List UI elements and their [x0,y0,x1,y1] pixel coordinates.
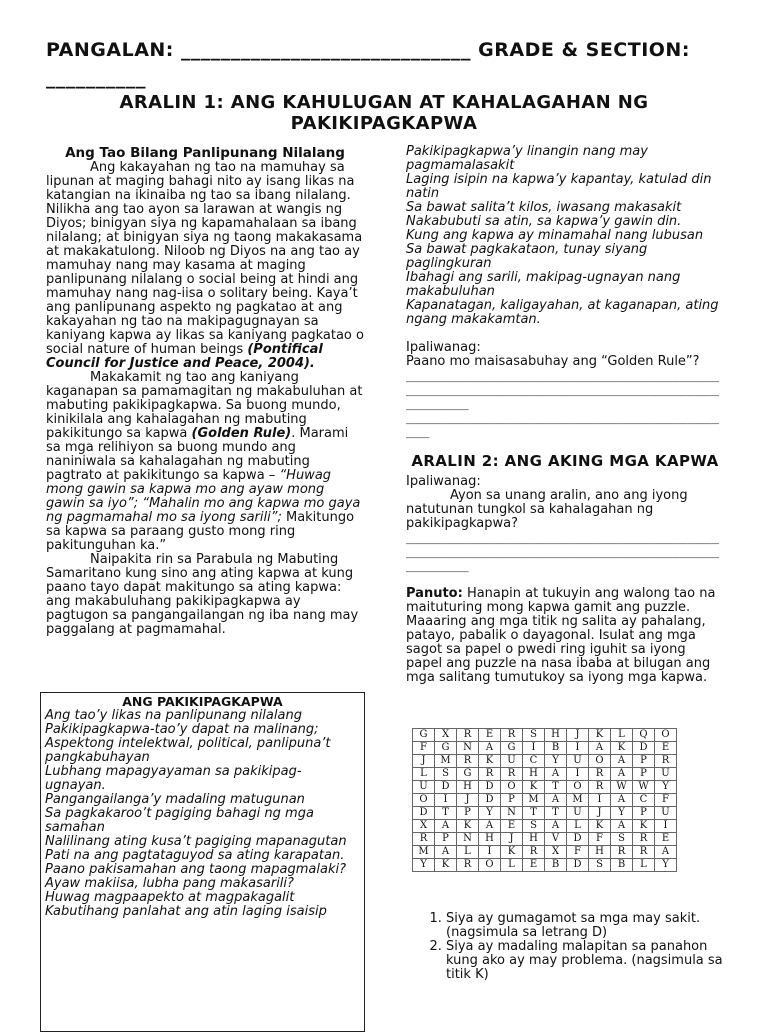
puzzle-cell[interactable]: J [501,833,523,846]
puzzle-cell[interactable]: I [435,794,457,807]
puzzle-cell[interactable]: W [611,781,633,794]
poem-cont-line: Kung ang kapwa ay minamahal nang lubusan [406,228,704,243]
answer-line[interactable]: ________________________________________ [406,411,720,425]
ipaliwanag-label: Ipaliwanag: [406,340,481,355]
puzzle-cell[interactable]: U [655,807,677,820]
paragraph-3: Naipakita rin sa Parabula ng Mabuting Samaritano kung sino ang ating kapwa at kung paano tayo dapat makitungo sa ating kapwa: ang makabuluhang pakikipagkapwa ay pagtugon sa pangangailangan ng iba nang may paggalang at pagmamahal. [46,552,359,637]
puzzle-cell[interactable]: G [413,729,435,742]
puzzle-cell[interactable]: L [611,729,633,742]
puzzle-row [413,794,677,807]
puzzle-cell[interactable]: S [611,833,633,846]
puzzle-cell[interactable]: A [611,768,633,781]
puzzle-cell[interactable]: E [523,859,545,872]
puzzle-cell[interactable]: S [435,768,457,781]
puzzle-cell[interactable]: I [523,742,545,755]
puzzle-cell[interactable]: M [435,755,457,768]
puzzle-cell[interactable]: T [435,807,457,820]
puzzle-cell[interactable]: O [479,859,501,872]
puzzle-cell[interactable]: Y [655,859,677,872]
poem-line: Ayaw makiisa, lubha pang makasarili? [45,876,294,891]
puzzle-cell[interactable]: I [655,820,677,833]
puzzle-cell[interactable]: U [567,807,589,820]
puzzle-cell[interactable]: R [413,833,435,846]
puzzle-cell[interactable]: T [545,781,567,794]
puzzle-cell[interactable]: B [545,742,567,755]
puzzle-cell[interactable]: J [413,755,435,768]
puzzle-cell[interactable]: A [545,794,567,807]
puzzle-cell[interactable]: A [611,820,633,833]
puzzle-cell[interactable]: E [479,729,501,742]
puzzle-cell[interactable]: L [567,820,589,833]
grade-section-label: GRADE & SECTION: [478,39,690,61]
puzzle-cell[interactable]: E [655,833,677,846]
puzzle-cell[interactable]: F [655,794,677,807]
puzzle-cell[interactable]: L [457,846,479,859]
puzzle-cell[interactable]: F [413,742,435,755]
word-search-puzzle[interactable] [412,728,677,872]
puzzle-cell[interactable]: U [655,768,677,781]
puzzle-cell[interactable]: H [589,846,611,859]
puzzle-cell[interactable]: P [457,807,479,820]
answer-line[interactable]: ________________________________________ [406,531,720,545]
puzzle-cell[interactable]: M [413,846,435,859]
clue-item: 2. Siya ay madaling malapitan sa panahon kung ako ay may problema. (nagsimula sa titik K) [446,940,728,982]
right-column-top [406,145,724,439]
puzzle-cell[interactable]: X [413,820,435,833]
puzzle-row [413,846,677,859]
puzzle-cell[interactable]: Y [413,859,435,872]
puzzle-cell[interactable]: R [457,729,479,742]
clue-item: 1. Siya ay gumagamot sa mga may sakit. (nagsimula sa letrang D) [446,912,728,940]
puzzle-cell[interactable]: R [523,846,545,859]
section-2 [406,452,724,685]
puzzle-row [413,833,677,846]
answer-line[interactable]: ________ [406,397,469,411]
puzzle-cell[interactable]: I [567,768,589,781]
puzzle-cell[interactable]: G [435,742,457,755]
puzzle-cell[interactable]: R [457,859,479,872]
puzzle-row [413,755,677,768]
answer-line[interactable]: ________ [406,559,469,573]
puzzle-cell[interactable]: Q [633,729,655,742]
puzzle-cell[interactable]: K [479,755,501,768]
poem-line: Pati na ang pagtataguyod sa ating karapatan. [45,848,345,863]
puzzle-cell[interactable]: R [611,846,633,859]
paragraph-1-text: Ang kakayahan ng tao na mamuhay sa lipunan at maging bahagi nito ay isang likas na katangian na ikinaiba ng tao sa ibang nilalang. Nilikha ang tao ayon sa larawan at wangis ng Diyos; binigyan siya ng kapamahalaan sa ibang nilalang; at binigyan siya ng taong makakasama at makakatulong. Niloob ng Diyos na ang tao ay mamuhay nang may kasama at maging panlipunang nilalang o social being at hindi ang mamuhay nang nag-iisa o solitary being. Kaya’t ang panlipunang aspekto ng pagkatao at ang kakayahan ng tao na makipagugnayan sa kaniyang kapwa ay likas sa kaniyang pagkatao o social nature of human beings [46,160,364,357]
puzzle-cell[interactable]: B [545,859,567,872]
poem-line: Nalilinang ating kusa’t pagiging mapanagutan [45,834,347,849]
puzzle-cell[interactable]: O [589,755,611,768]
puzzle-cell[interactable]: R [633,846,655,859]
puzzle-cell[interactable]: Y [479,807,501,820]
puzzle-cell[interactable]: D [633,742,655,755]
puzzle-cell[interactable]: R [501,729,523,742]
puzzle-cell[interactable]: A [545,820,567,833]
puzzle-cell[interactable]: K [501,846,523,859]
name-label: PANGALAN: [46,39,174,61]
golden-rule-question: Paano mo maisasabuhay ang “Golden Rule”? [406,354,700,369]
puzzle-cell[interactable]: K [523,781,545,794]
poem-line: Kabutihang panlahat ang atin laging isaisip [45,904,327,919]
poem-line: Ang tao’y likas na panlipunang nilalang [45,708,302,723]
puzzle-cell[interactable]: X [545,846,567,859]
puzzle-cell[interactable]: H [523,768,545,781]
puzzle-cell[interactable]: J [457,794,479,807]
puzzle-cell[interactable]: S [523,820,545,833]
lesson-title: ARALIN 1: ANG KAHULUGAN AT KAHALAGAHAN NG PAKIKIPAGKAPWA [119,92,649,134]
puzzle-cell[interactable]: H [457,781,479,794]
puzzle-cell[interactable]: S [589,859,611,872]
puzzle-cell[interactable]: N [457,833,479,846]
clues [408,912,728,982]
puzzle-cell[interactable]: A [545,768,567,781]
puzzle-cell[interactable]: L [633,859,655,872]
paragraph-2-text-c: Makitungo sa kapwa sa paraang gusto mong ring pakitunguhan ka.” [46,510,355,553]
answer-line[interactable]: ________________________________________ [406,545,720,559]
paragraph-2-quote: “Huwag mong gawin sa kapwa mo ang ayaw mong gawin sa iyo”; “Mahalin mo ang kapwa mo gaya ng pagmamahal mo sa iyong sarili”; [46,468,361,525]
poem-cont-line: Sa bawat pagkakataon, tunay siyang paglingkuran [406,242,648,271]
puzzle-cell[interactable]: U [567,755,589,768]
puzzle-cell[interactable]: S [523,729,545,742]
puzzle-cell[interactable]: D [567,859,589,872]
puzzle-cell[interactable]: G [501,742,523,755]
instructions-label: Panuto: [406,586,463,601]
puzzle-cell[interactable]: N [457,742,479,755]
puzzle-cell[interactable]: P [633,768,655,781]
section-2-title: ARALIN 2: ANG AKING MGA KAPWA [411,452,719,470]
puzzle-cell[interactable]: K [435,859,457,872]
instructions [406,587,724,685]
poem-line: Pakikipagkapwa-tao’y dapat na malinang; [45,722,319,737]
puzzle-cell[interactable]: A [589,742,611,755]
puzzle-cell[interactable]: R [501,768,523,781]
puzzle-cell[interactable]: D [479,781,501,794]
puzzle-cell[interactable]: H [545,729,567,742]
paragraph-2 [46,371,364,553]
paragraph-1 [46,161,364,371]
puzzle-cell[interactable]: L [501,859,523,872]
puzzle-cell[interactable]: H [523,833,545,846]
puzzle-cell[interactable]: T [523,807,545,820]
puzzle-row [413,781,677,794]
answer-line[interactable]: ________________________________________ [406,383,720,397]
puzzle-cell[interactable]: D [567,833,589,846]
poem-cont-line: Sa bawat salita’t kilos, iwasang makasakit [406,200,682,215]
puzzle-cell[interactable]: A [435,820,457,833]
answer-line[interactable]: ___ [406,425,430,439]
left-column [46,146,364,637]
puzzle-cell[interactable]: C [633,794,655,807]
puzzle-cell[interactable]: G [457,768,479,781]
poem-line: Paano pakisamahan ang taong mapagmalaki? [45,862,346,877]
puzzle-cell[interactable]: A [479,742,501,755]
puzzle-cell[interactable]: A [611,755,633,768]
section-2-question: Ayon sa unang aralin, ano ang iyong natutunan tungkol sa kahalagahan ng pakikipagkapwa? [406,488,688,531]
poem-cont-line: Nakabubuti sa atin, sa kapwa’y gawin din. [406,214,682,229]
puzzle-row [413,729,677,742]
puzzle-cell[interactable]: A [611,794,633,807]
poem-line: Aspektong intelektwal, political, panlipuna’t pangkabuhayan [45,736,331,765]
puzzle-cell[interactable]: D [413,807,435,820]
puzzle-cell[interactable]: W [633,781,655,794]
instructions-text: Hanapin at tukuyin ang walong tao na maituturing mong kapwa gamit ang puzzle. Maaaring ang mga titik ng salita ay pahalang, patayo, pabalik o dayagonal. Isulat ang mga sagot sa papel o pwedi ring iguhit sa iyong papel ang puzzle na nasa ibaba at bilugan ang mga salitang tumutukoy sa iyong mga kapwa. [406,586,716,685]
puzzle-cell[interactable]: Y [611,807,633,820]
puzzle-row [413,742,677,755]
poem-title: ANG PAKIKIPAGKAPWA [122,694,283,709]
puzzle-cell[interactable]: L [413,768,435,781]
puzzle-cell[interactable]: R [655,755,677,768]
answer-line[interactable]: ________________________________________ [406,369,720,383]
puzzle-cell[interactable]: O [655,729,677,742]
puzzle-cell[interactable]: I [479,846,501,859]
puzzle-cell[interactable]: C [523,755,545,768]
puzzle-cell[interactable]: R [633,833,655,846]
puzzle-cell[interactable]: P [633,755,655,768]
puzzle-cell[interactable]: P [501,794,523,807]
student-header [46,36,736,92]
puzzle-cell[interactable]: I [567,742,589,755]
paragraph-2-text-b: . Marami sa mga relihiyon sa buong mundo ang naniniwala sa kahalagahan ng mabuting pagtrato at pakikitungo sa kapwa – [46,426,349,483]
puzzle-cell[interactable]: K [589,820,611,833]
poem-line: Huwag magpaapekto at magpakagalit [45,890,295,905]
paragraph-1-citation: (Pontifical Council for Justice and Peace, 2004). [46,342,323,371]
puzzle-cell[interactable]: K [633,820,655,833]
puzzle-row [413,768,677,781]
puzzle-row [413,820,677,833]
puzzle-cell[interactable]: R [479,768,501,781]
poem-line: Pangangailanga’y madaling matugunan [45,792,305,807]
name-blank[interactable]: _____________________________ [181,39,472,61]
puzzle-cell[interactable]: I [589,794,611,807]
poem-box [40,692,365,1032]
puzzle-cell[interactable]: M [523,794,545,807]
puzzle-cell[interactable]: J [567,729,589,742]
poem-line: Sa pagkakaroo’t pagiging bahagi ng mga samahan [45,806,314,835]
puzzle-cell[interactable]: U [501,755,523,768]
puzzle-cell[interactable]: R [457,755,479,768]
puzzle-cell[interactable]: E [501,820,523,833]
puzzle-cell[interactable]: A [655,846,677,859]
poem-cont-line: Laging isipin na kapwa’y kapantay, katulad din natin [406,172,712,201]
puzzle-cell[interactable]: B [611,859,633,872]
puzzle-cell[interactable]: K [457,820,479,833]
puzzle-cell[interactable]: P [633,807,655,820]
puzzle-cell[interactable]: X [435,729,457,742]
poem-cont-line: Ibahagi ang sarili, makipag-ugnayan nang makabuluhan [406,270,681,299]
subtitle: Ang Tao Bilang Panlipunang Nilalang [65,145,345,161]
puzzle-cell[interactable]: O [567,781,589,794]
puzzle-cell[interactable]: T [545,807,567,820]
puzzle-cell[interactable]: E [655,742,677,755]
puzzle-cell[interactable]: Y [545,755,567,768]
puzzle-row [413,807,677,820]
puzzle-cell[interactable]: K [611,742,633,755]
poem-cont-line: Kapanatagan, kaligayahan, at kaganapan, ating ngang makakamtan. [406,298,719,327]
puzzle-cell[interactable]: D [479,794,501,807]
puzzle-cell[interactable]: R [589,781,611,794]
puzzle-cell[interactable]: U [413,781,435,794]
grade-section-blank[interactable]: __________ [46,67,146,89]
poem-cont-line: Pakikipagkapwa’y linangin nang may pagmamalasakit [406,144,648,173]
ipaliwanag-label-2: Ipaliwanag: [406,474,481,489]
puzzle-cell[interactable]: M [567,794,589,807]
puzzle-cell[interactable]: V [545,833,567,846]
puzzle-cell[interactable]: P [435,833,457,846]
puzzle-cell[interactable]: Y [655,781,677,794]
puzzle-cell[interactable]: O [413,794,435,807]
puzzle-cell[interactable]: O [501,781,523,794]
golden-rule-term: (Golden Rule) [191,426,292,441]
puzzle-row [413,859,677,872]
puzzle-cell[interactable]: D [435,781,457,794]
puzzle-cell[interactable]: N [501,807,523,820]
puzzle-cell[interactable]: A [435,846,457,859]
puzzle-cell[interactable]: A [479,820,501,833]
puzzle-cell[interactable]: J [589,807,611,820]
puzzle-cell[interactable]: F [589,833,611,846]
puzzle-cell[interactable]: R [589,768,611,781]
paragraph-2-text-a: Makakamit ng tao ang kaniyang kaganapan sa pamamagitan ng makabuluhan at mabuting pakikipagkapwa. Sa buong mundo, kinikilala ang kahalagahan ng mabuting pakikitungo sa kapwa [46,370,363,441]
puzzle-cell[interactable]: H [479,833,501,846]
puzzle-cell[interactable]: F [567,846,589,859]
poem-line: Lubhang mapagyayaman sa pakikipag-ugnayan. [45,764,302,793]
puzzle-cell[interactable]: K [589,729,611,742]
